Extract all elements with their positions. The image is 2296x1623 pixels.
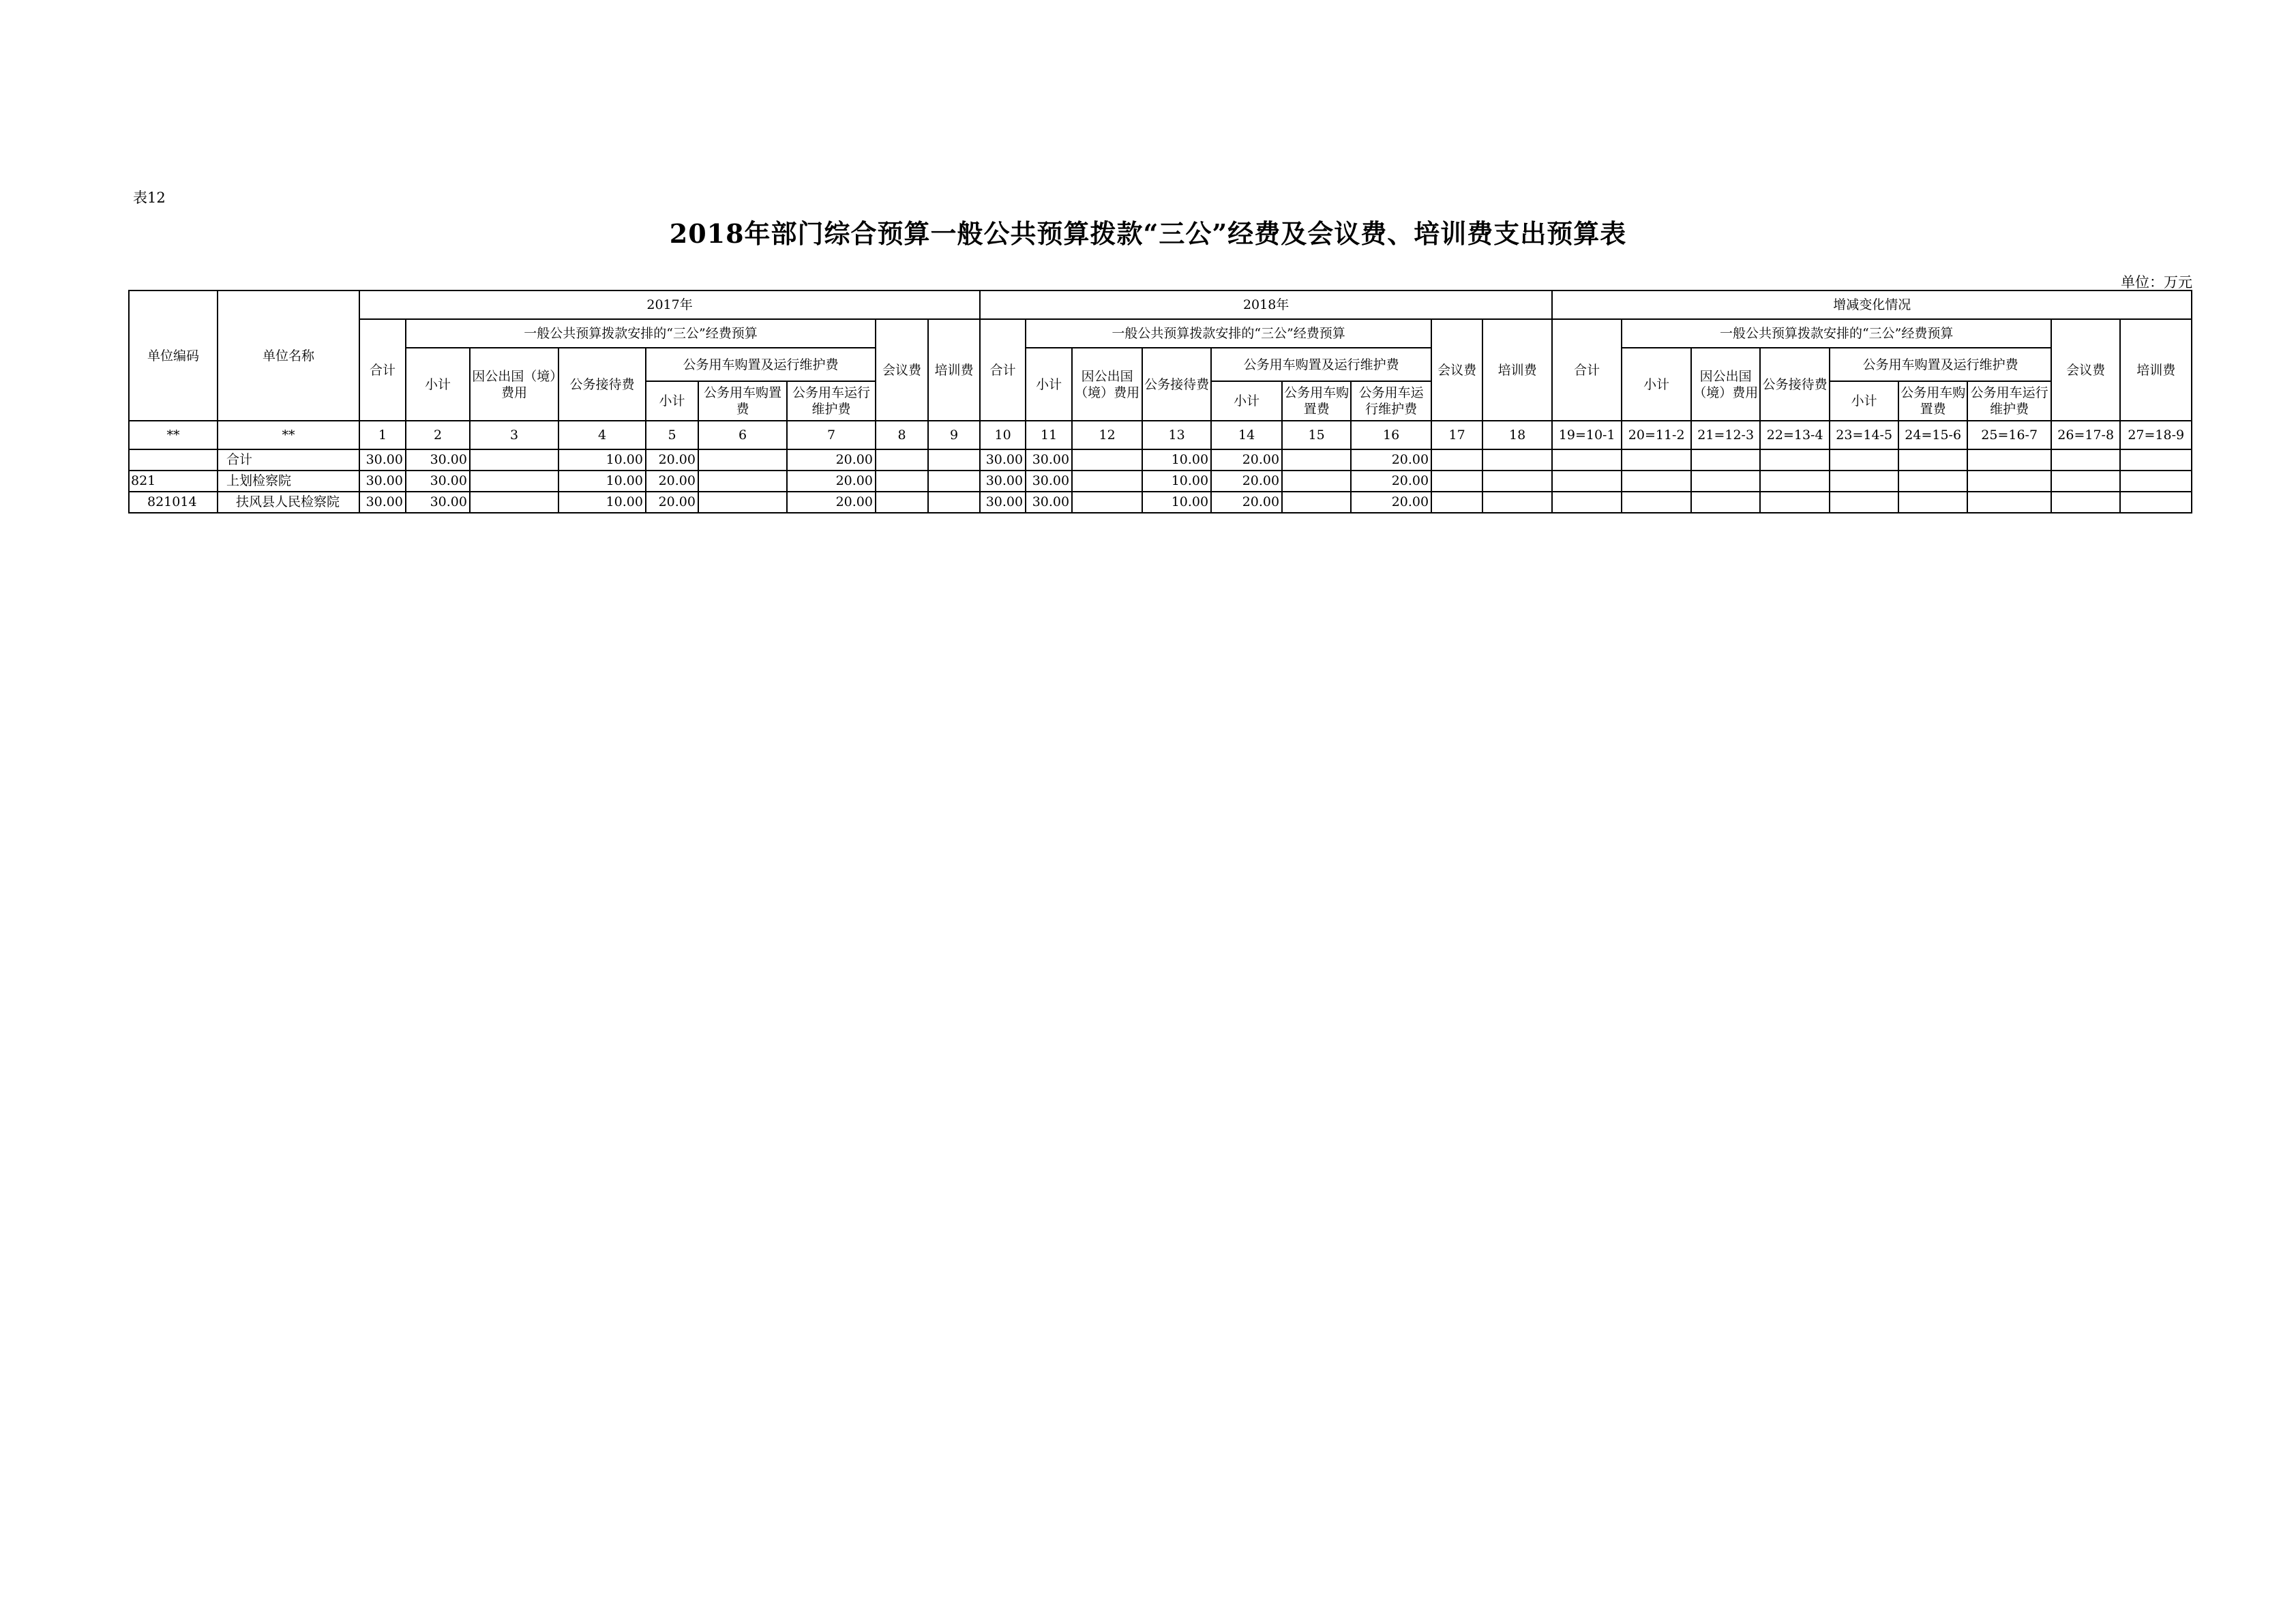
value-cell [1830,449,1898,471]
value-cell: 20.00 [787,471,876,492]
value-cell [1482,449,1552,471]
header-sangong-2018: 一般公共预算拨款安排的“三公”经费预算 [1026,319,1431,348]
value-cell [2120,471,2192,492]
header-vehicle-operation-2018: 公务用车运行维护费 [1351,381,1431,421]
unit-code-cell: 821 [129,471,218,492]
value-cell [1431,471,1482,492]
header-unit-name: 单位名称 [218,291,359,421]
value-cell: 10.00 [558,471,646,492]
value-cell [1967,471,2051,492]
value-cell [1898,449,1967,471]
value-cell: 20.00 [787,449,876,471]
column-number-cell: 10 [980,421,1026,449]
value-cell: 30.00 [1026,492,1072,513]
value-cell [1552,492,1622,513]
column-number-cell: ** [218,421,359,449]
value-cell [1552,471,1622,492]
column-number-cell: 2 [406,421,470,449]
value-cell [1967,449,2051,471]
header-meeting-change: 会议费 [2051,319,2120,421]
unit-code-cell: 821014 [129,492,218,513]
header-training-2017: 培训费 [928,319,980,421]
value-cell [1072,471,1142,492]
value-cell [2051,492,2120,513]
column-number-cell: 9 [928,421,980,449]
column-number-cell: 6 [698,421,787,449]
page-title: 2018年部门综合预算一般公共预算拨款“三公”经费及会议费、培训费支出预算表 [669,218,1627,249]
header-sangong-change: 一般公共预算拨款安排的“三公”经费预算 [1622,319,2051,348]
unit-code-cell [129,449,218,471]
column-number-cell: 18 [1482,421,1552,449]
header-unit-code: 单位编码 [129,291,218,421]
value-cell [1282,471,1351,492]
column-number-cell: 1 [359,421,406,449]
value-cell: 20.00 [1211,449,1282,471]
column-number-cell: 11 [1026,421,1072,449]
value-cell [928,492,980,513]
value-cell [470,492,558,513]
column-number-cell: 8 [876,421,928,449]
header-abroad-change: 因公出国（境）费用 [1691,348,1760,421]
column-number-cell: 26=17-8 [2051,421,2120,449]
value-cell: 20.00 [1211,492,1282,513]
header-reception-2018: 公务接待费 [1142,348,1211,421]
column-number-cell: 4 [558,421,646,449]
value-cell: 30.00 [1026,449,1072,471]
header-total-change: 合计 [1552,319,1622,421]
value-cell [1552,449,1622,471]
header-vehicle-operation-2017: 公务用车运行维护费 [787,381,876,421]
header-training-change: 培训费 [2120,319,2192,421]
value-cell [1622,449,1691,471]
header-vehicle-sub-2017: 小计 [646,381,698,421]
value-cell: 20.00 [1351,471,1431,492]
column-number-cell: 19=10-1 [1552,421,1622,449]
header-meeting-2017: 会议费 [876,319,928,421]
value-cell [928,449,980,471]
column-number-cell: 3 [470,421,558,449]
value-cell [1760,471,1830,492]
value-cell: 30.00 [359,449,406,471]
value-cell: 20.00 [1211,471,1282,492]
value-cell: 20.00 [646,492,698,513]
value-cell [1691,471,1760,492]
column-number-cell: 5 [646,421,698,449]
table-row [129,449,2192,471]
value-cell: 20.00 [787,492,876,513]
header-subtotal-2018: 小计 [1026,348,1072,421]
table-number: 表12 [133,190,166,206]
value-cell [1830,492,1898,513]
value-cell [876,492,928,513]
table-body [129,449,2192,513]
value-cell [1898,492,1967,513]
column-number-cell: 7 [787,421,876,449]
column-number-cell: 22=13-4 [1760,421,1830,449]
value-cell: 10.00 [1142,492,1211,513]
value-cell: 30.00 [1026,471,1072,492]
value-cell: 30.00 [406,492,470,513]
value-cell [1431,449,1482,471]
header-vehicle-purchase-change: 公务用车购置费 [1898,381,1967,421]
value-cell [1622,471,1691,492]
column-number-cell: 17 [1431,421,1482,449]
value-cell: 30.00 [359,471,406,492]
value-cell [1072,449,1142,471]
value-cell: 20.00 [646,471,698,492]
value-cell [1282,492,1351,513]
unit-name-cell: 上划检察院 [218,471,359,492]
value-cell [1622,492,1691,513]
value-cell: 10.00 [558,449,646,471]
table-row [129,492,2192,513]
header-total-2017: 合计 [359,319,406,421]
header-total-2018: 合计 [980,319,1026,421]
header-year-2018: 2018年 [980,291,1552,319]
value-cell [1830,471,1898,492]
value-cell [1760,449,1830,471]
column-number-cell: 25=16-7 [1967,421,2051,449]
unit-name-cell: 扶风县人民检察院 [218,492,359,513]
header-training-2018: 培训费 [1482,319,1552,421]
value-cell [698,492,787,513]
value-cell: 30.00 [359,492,406,513]
header-change: 增减变化情况 [1552,291,2192,319]
budget-table [128,290,2192,513]
value-cell [1431,492,1482,513]
value-cell: 30.00 [980,471,1026,492]
header-vehicle-sub-change: 小计 [1830,381,1898,421]
value-cell [698,449,787,471]
column-number-cell: 12 [1072,421,1142,449]
value-cell: 30.00 [980,449,1026,471]
value-cell [2051,449,2120,471]
header-abroad-2017: 因公出国（境）费用 [470,348,558,421]
value-cell [928,471,980,492]
value-cell [698,471,787,492]
value-cell [1691,492,1760,513]
unit-name-cell: 合计 [218,449,359,471]
header-meeting-2018: 会议费 [1431,319,1482,421]
header-sangong-2017: 一般公共预算拨款安排的“三公”经费预算 [406,319,876,348]
header-subtotal-change: 小计 [1622,348,1691,421]
table-row [129,471,2192,492]
value-cell [876,471,928,492]
header-vehicle-sub-2018: 小计 [1211,381,1282,421]
value-cell: 10.00 [1142,449,1211,471]
value-cell: 30.00 [980,492,1026,513]
header-vehicle-2017: 公务用车购置及运行维护费 [646,348,876,381]
value-cell [2120,449,2192,471]
value-cell: 10.00 [558,492,646,513]
column-number-cell: 21=12-3 [1691,421,1760,449]
header-reception-2017: 公务接待费 [558,348,646,421]
value-cell [1691,449,1760,471]
header-vehicle-purchase-2017: 公务用车购置费 [698,381,787,421]
value-cell: 20.00 [1351,492,1431,513]
column-number-cell: 24=15-6 [1898,421,1967,449]
value-cell: 20.00 [1351,449,1431,471]
column-number-cell: 23=14-5 [1830,421,1898,449]
value-cell [1072,492,1142,513]
header-abroad-2018: 因公出国（境）费用 [1072,348,1142,421]
header-year-2017: 2017年 [359,291,980,319]
column-number-cell: 13 [1142,421,1211,449]
value-cell: 30.00 [406,449,470,471]
header-vehicle-purchase-2018: 公务用车购置费 [1282,381,1351,421]
header-vehicle-operation-change: 公务用车运行维护费 [1967,381,2051,421]
column-number-cell: ** [129,421,218,449]
value-cell [1760,492,1830,513]
value-cell [2120,492,2192,513]
value-cell [1282,449,1351,471]
value-cell [1482,471,1552,492]
value-cell [470,471,558,492]
column-number-cell: 15 [1282,421,1351,449]
header-reception-change: 公务接待费 [1760,348,1830,421]
column-number-cell: 20=11-2 [1622,421,1691,449]
value-cell: 20.00 [646,449,698,471]
value-cell [876,449,928,471]
column-number-cell: 27=18-9 [2120,421,2192,449]
column-number-cell: 14 [1211,421,1282,449]
column-number-row [129,421,2192,449]
value-cell [470,449,558,471]
header-subtotal-2017: 小计 [406,348,470,421]
value-cell [1967,492,2051,513]
value-cell [1482,492,1552,513]
value-cell [1898,471,1967,492]
header-vehicle-2018: 公务用车购置及运行维护费 [1211,348,1431,381]
value-cell: 10.00 [1142,471,1211,492]
unit-label: 单位：万元 [2121,274,2192,291]
value-cell: 30.00 [406,471,470,492]
value-cell [2051,471,2120,492]
header-vehicle-change: 公务用车购置及运行维护费 [1830,348,2051,381]
column-number-cell: 16 [1351,421,1431,449]
